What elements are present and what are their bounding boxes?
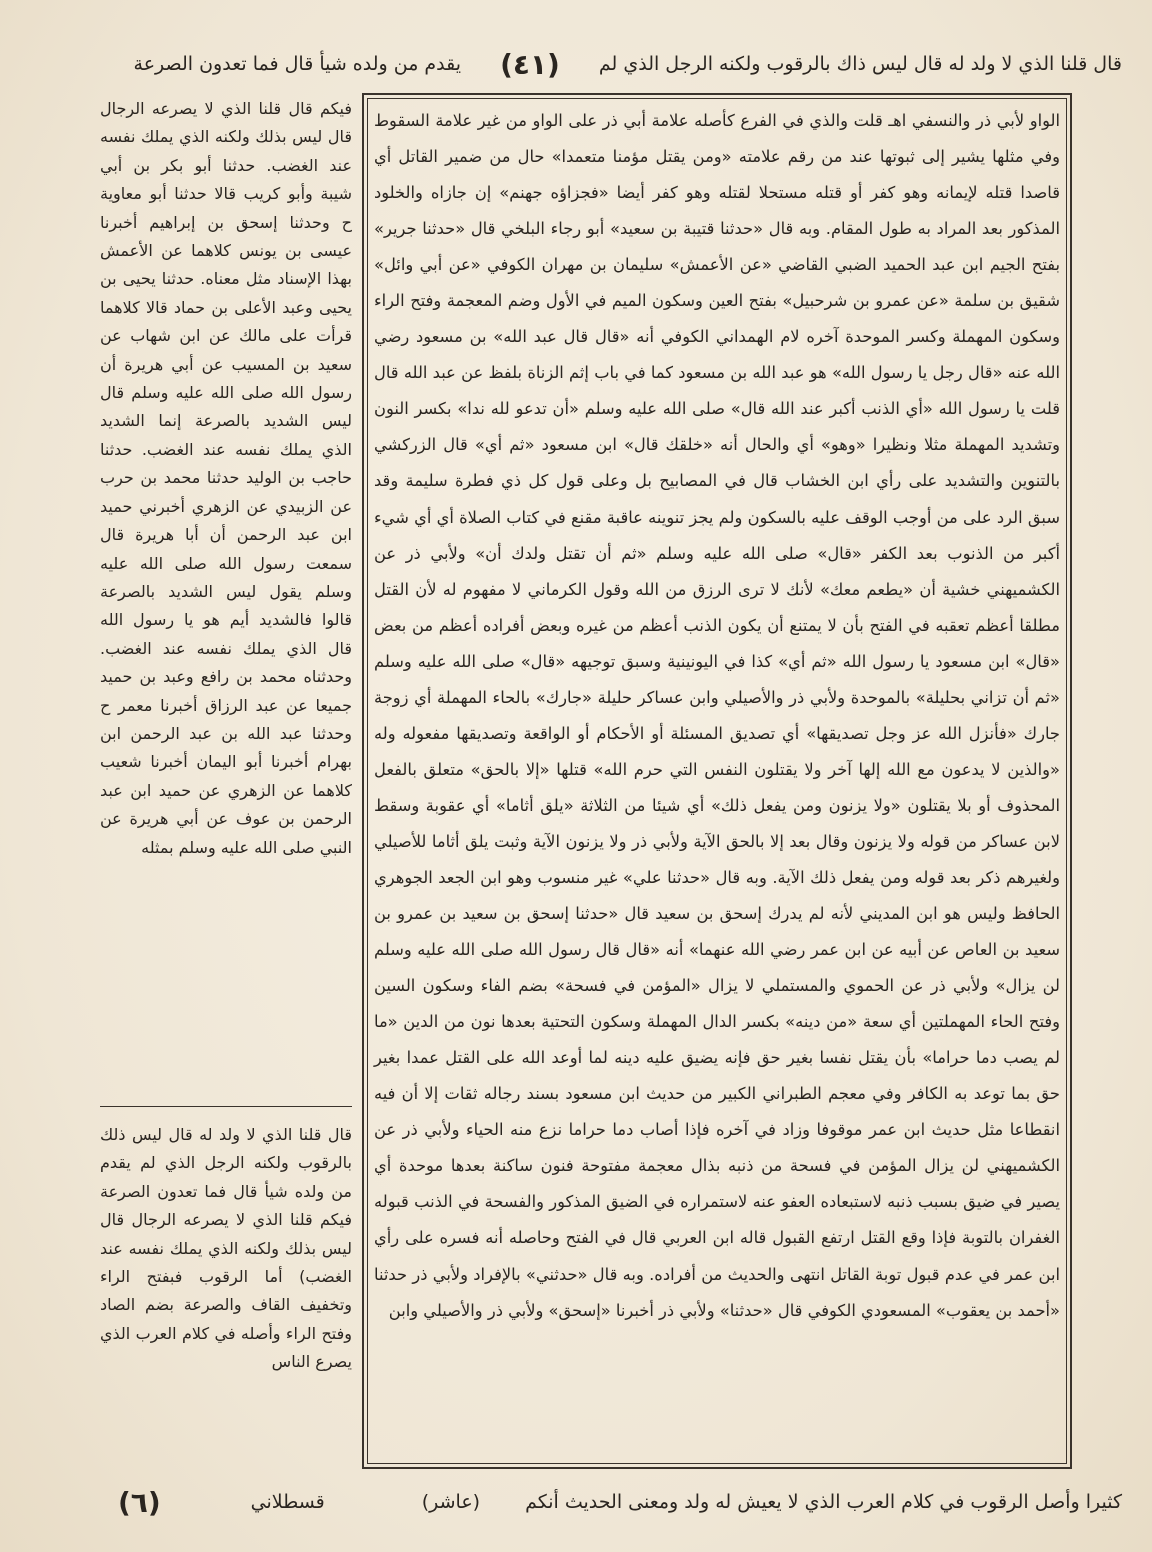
header-page-number: (٤١) [500,47,560,81]
page-header [80,42,1122,86]
hadith-margin-top [100,95,352,1089]
page-footer [80,1480,1122,1524]
hadith-margin-bottom-text: قال قلنا الذي لا ولد له قال ليس ذلك بالرقوب ولكنه الرجل الذي لم يقدم من ولده شيأ قال فما تعدون الصرعة فيكم قلنا الذي لا يصرعه الرجال قال ليس بذلك ولكنه الذي يملك نفسه عند الغضب) أما الرقوب فبفتح الراء وتخفيف القاف والصرعة بضم الصاد وفتح الراء وأصله في كلام العرب الذي يصرع الناس [100,1125,352,1372]
commentary-text: الواو لأبي ذر والنسفي اهـ قلت والذي في الفرع كأصله علامة أبي ذر على الواو من غير علامة السقوط وفي مثلها يشير إلى ثبوتها عند من رقم علامته «ومن يقتل مؤمنا متعمدا» حال من ضمير القاتل أي قاصدا قتله لإيمانه وهو كفر أو قتله مستحلا لقتله وهو كفر أيضا «فجزاؤه جهنم» إن جازاه والخلود المذكور بعد المراد به طول المقام. وبه قال «حدثنا قتيبة بن سعيد» أبو رجاء البلخي قال «حدثنا جرير» بفتح الجيم ابن عبد الحميد الضبي القاضي «عن الأعمش» سليمان بن مهران الكوفي «عن أبي وائل» شقيق بن سلمة «عن عمرو بن شرحبيل» بفتح العين وسكون الميم في الأول وضم المعجمة وفتح الراء وسكون المهملة وكسر الموحدة آخره لام الهمداني الكوفي أنه «قال قال عبد الله» بن مسعود رضي الله عنه «قال رجل يا رسول الله» هو عبد الله بن مسعود كما في باب إثم الزناة بلفظ عن عبد الله قال قلت يا رسول الله «أي الذنب أكبر عند الله قال» صلى الله عليه وسلم «أن تدعو لله ندا» بكسر النون وتشديد المهملة مثلا ونظيرا «وهو» أي والحال أنه «خلقك قال» ابن مسعود «ثم أي» قال الزركشي بالتنوين والتشديد على رأي ابن الخشاب قال في المصابيح بل وعلى قول كل ذي فطرة سليمة وقد سبق الرد على من أوجب الوقف عليه بالسكون ولم يجز تنوينه عاقبة مقنع في كتاب الصلاة أي أي شيء أكبر من الذنوب بعد الكفر «قال» صلى الله عليه وسلم «ثم أن تقتل ولدك أن» ولأبي ذر عن الكشميهني خشية أن «يطعم معك» لأنك لا ترى الرزق من الله وقول الكرماني لا مفهوم له لأن القتل مطلقا أعظم تعقبه في الفتح بأن لا يمتنع أن يكون الذنب أعظم من غيره وبعض أفراده أعظم من بعض «قال» ابن مسعود يا رسول الله «ثم أي» كذا في اليونينية وسبق توجيهه «قال» صلى الله عليه وسلم «ثم أن تزاني بحليلة» بالموحدة ولأبي ذر والأصيلي وابن عساكر حليلة «جارك» بالحاء المهملة أي زوجة جارك «فأنزل الله عز وجل تصديقها» أي تصديق المسئلة أو الأحكام أو الواقعة وتصديقها مفعوله وله «والذين لا يدعون مع الله إلها آخر ولا يقتلون النفس التي حرم الله» قتلها «إلا بالحق» متعلق بالفعل المحذوف أو بلا يقتلون «ولا يزنون ومن يفعل ذلك» أي شيئا من الثلاثة «يلق أثاما» أي عقوبة وسقط لابن عساكر من قوله ولا يزنون وقال بعد إلا بالحق الآية ولأبي ذر ولا يزنون الآية وثبت يلق أثاما للأصيلي ولغيرهم ذكر بعد قوله ومن يفعل ذلك الآية. وبه قال «حدثنا علي» غير منسوب وهو ابن الجعد الجوهري الحافظ وليس هو ابن المديني لأنه لم يدرك إسحق بن سعيد قال «حدثنا إسحق بن سعيد بن عمرو بن سعيد بن العاص عن أبيه عن ابن عمر رضي الله عنهما» أنه «قال قال رسول الله صلى الله عليه وسلم لن يزال» ولأبي ذر عن الحموي والمستملي لا يزال «المؤمن في فسحة» بضم الفاء وسكون السين وفتح الحاء المهملتين أي سعة «من دينه» بكسر الدال المهملة وسكون التحتية بعدها نون من الدين «ما لم يصب دما حراما» بأن يقتل نفسا بغير حق فإنه يضيق عليه دينه لما أوعد الله على القتل عمدا بغير حق بما توعد به الكافر وفي معجم الطبراني الكبير من حديث ابن مسعود بسند رجاله ثقات إلا أن فيه انقطاعا مثل حديث ابن عمر موقوفا وزاد في آخره فإذا أصاب دما حراما نزع منه الحياء ولأبي ذر عن الكشميهني لن يزال المؤمن في فسحة من ذنبه بذال معجمة مفتوحة فنون ساكنة بعدها موحدة أي يصير في ضيق بسبب ذنبه لاستبعاده العفو عنه لاستمراره في الضيق المذكور والفسحة في الذنب قبوله الغفران بالتوبة فإذا وقع القتل ارتفع القبول قاله ابن العربي قال في الفتح وحاصله أنه فسره على رأي ابن عمر في عدم قبول توبة القاتل انتهى والحديث من أفراده. وبه قال «حدثني» بالإفراد ولأبي ذر حدثنا «أحمد بن يعقوب» المسعودي الكوفي قال «حدثنا» ولأبي ذر أخبرنا «إسحق» ولأبي ذر والأصيلي وابن [374,111,1060,1320]
footer-page-number: (٦) [117,1485,161,1519]
footer-source: قسطلاني [250,1491,325,1513]
commentary-frame [362,93,1072,1469]
footer-volume: (عاشر) [421,1491,481,1513]
commentary-body [374,103,1060,1459]
hadith-margin-top-text: فيكم قال قلنا الذي لا يصرعه الرجال قال ليس بذلك ولكنه الذي يملك نفسه عند الغضب. حدثنا أبو بكر بن أبي شيبة وأبو كريب قالا حدثنا أبو معاوية ح وحدثنا إسحق بن إبراهيم أخبرنا عيسى بن يونس كلاهما عن الأعمش بهذا الإسناد مثل معناه. حدثنا يحيى بن يحيى وعبد الأعلى بن حماد قالا كلاهما قرأت على مالك عن ابن شهاب عن سعيد بن المسيب عن أبي هريرة أن رسول الله صلى الله عليه وسلم قال ليس الشديد بالصرعة إنما الشديد الذي يملك نفسه عند الغضب. حدثنا حاجب بن الوليد حدثنا محمد بن حرب عن الزبيدي عن الزهري أخبرني حميد ابن عبد الرحمن أن أبا هريرة قال سمعت رسول الله صلى الله عليه وسلم يقول ليس الشديد بالصرعة قالوا فالشديد أيم هو يا رسول الله قال الذي يملك نفسه عند الغضب. وحدثناه محمد بن رافع وعبد بن حميد جميعا عن عبد الرزاق أخبرنا معمر ح وحدثنا عبد الله بن عبد الرحمن ابن بهرام أخبرنا أبو اليمان أخبرنا شعيب كلاهما عن الزهري عن حميد ابن عبد الرحمن بن عوف عن أبي هريرة عن النبي صلى الله عليه وسلم بمثله [100,99,352,857]
hadith-margin-bottom [100,1121,352,1484]
margin-divider [100,1106,352,1107]
header-right-text: قال قلنا الذي لا ولد له قال ليس ذاك بالرقوب ولكنه الرجل الذي لم [598,53,1122,75]
header-left-text: يقدم من ولده شيأ قال فما تعدون الصرعة [133,53,462,75]
footer-continuation: كثيرا وأصل الرقوب في كلام العرب الذي لا يعيش له ولد ومعنى الحديث أنكم [525,1491,1122,1513]
